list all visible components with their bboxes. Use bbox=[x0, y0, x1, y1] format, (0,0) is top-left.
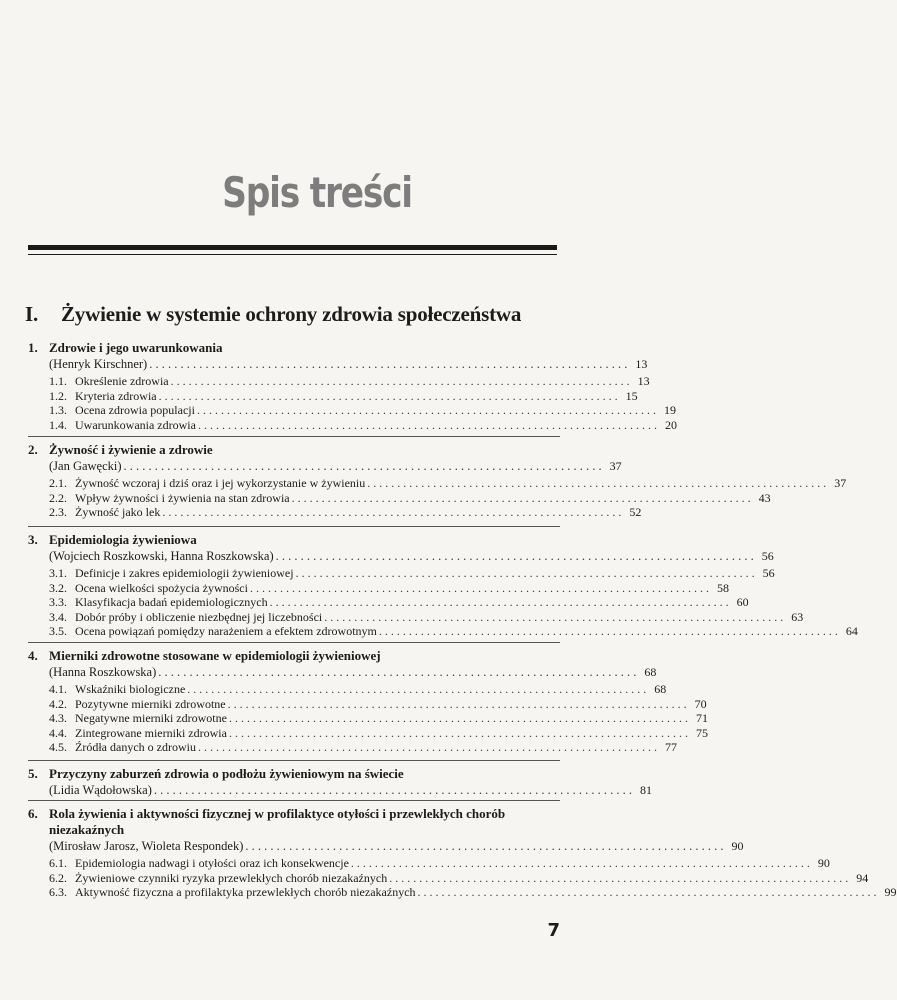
dot-leader bbox=[187, 682, 646, 697]
page-ref: 43 bbox=[758, 490, 771, 505]
dot-leader bbox=[351, 856, 810, 871]
section-entry[interactable] bbox=[28, 609, 804, 625]
section-title: Ocena zdrowia populacji bbox=[75, 403, 195, 418]
section-entry[interactable] bbox=[28, 595, 749, 610]
chapter-author: (Mirosław Jarosz, Wioleta Respondek) bbox=[49, 839, 244, 853]
chapter-author: (Henryk Kirschner) bbox=[49, 357, 148, 371]
page-ref: 63 bbox=[791, 609, 804, 624]
section-number: 6.3. bbox=[49, 885, 67, 900]
section-title: Uwarunkowania zdrowia bbox=[75, 417, 196, 432]
page-ref: 37 bbox=[834, 476, 847, 490]
chapter-author: (Jan Gawęcki) bbox=[49, 459, 122, 473]
section-entry[interactable] bbox=[28, 566, 775, 581]
page-ref: 52 bbox=[629, 505, 642, 520]
page-ref: 56 bbox=[761, 549, 774, 563]
chapter-entry bbox=[28, 800, 897, 900]
chapter-author: (Lidia Wądołowska) bbox=[49, 783, 152, 797]
section-number: 3.3. bbox=[49, 595, 67, 610]
dot-leader bbox=[276, 549, 754, 564]
title-rule-thin bbox=[28, 254, 557, 255]
page-ref: 70 bbox=[694, 696, 707, 711]
page-ref: 75 bbox=[695, 725, 708, 740]
section-entry[interactable] bbox=[28, 580, 729, 596]
section-title: Żywność jako lek bbox=[75, 505, 161, 520]
part-title: Żywienie w systemie ochrony zdrowia społeczeństwa bbox=[61, 302, 522, 326]
chapter-entry bbox=[28, 340, 677, 432]
section-title: Aktywność fizyczna a profilaktyka przewlekłych chorób niezakaźnych bbox=[75, 885, 416, 900]
chapter-heading[interactable] bbox=[28, 340, 560, 356]
dot-leader bbox=[159, 389, 618, 404]
section-number: 3.2. bbox=[49, 580, 67, 595]
chapter-number: 3. bbox=[28, 532, 38, 547]
chapter-entry bbox=[28, 760, 652, 798]
chapter-author-line[interactable] bbox=[28, 665, 657, 680]
page-ref: 90 bbox=[817, 856, 830, 870]
section-number: 1.3. bbox=[49, 403, 67, 418]
page-ref: 58 bbox=[716, 580, 729, 595]
dot-leader bbox=[367, 476, 826, 491]
section-number: 4.4. bbox=[49, 725, 67, 740]
page-ref: 90 bbox=[731, 839, 744, 853]
part-heading bbox=[25, 302, 521, 327]
section-number: 3.1. bbox=[49, 566, 67, 580]
section-title: Ocena powiązań pomiędzy narażeniem a efektem zdrowotnym bbox=[75, 624, 377, 639]
section-entry[interactable] bbox=[28, 490, 771, 506]
section-entry[interactable] bbox=[28, 870, 869, 886]
dot-leader bbox=[171, 374, 630, 389]
dot-leader bbox=[149, 357, 627, 372]
section-number: 1.4. bbox=[49, 417, 67, 432]
section-entry[interactable] bbox=[28, 856, 830, 871]
chapter-number: 1. bbox=[28, 340, 38, 355]
section-title: Wskaźniki biologiczne bbox=[75, 682, 186, 696]
section-title: Negatywne mierniki zdrowotne bbox=[75, 711, 227, 726]
chapter-title: Rola żywienia i aktywności fizycznej w profilaktyce otyłości i przewlekłych chorób niezakaźnych bbox=[49, 806, 506, 837]
section-number: 4.2. bbox=[49, 696, 67, 711]
section-list bbox=[28, 476, 847, 520]
title-rule-thick bbox=[28, 245, 557, 250]
chapter-entry bbox=[28, 642, 708, 755]
chapter-author-line[interactable] bbox=[28, 357, 648, 372]
dot-leader bbox=[324, 610, 783, 625]
page-ref: 77 bbox=[664, 740, 677, 755]
section-number: 4.1. bbox=[49, 682, 67, 696]
section-list bbox=[28, 856, 897, 900]
section-title: Żywność wczoraj i dziś oraz i jej wykorzystanie w żywieniu bbox=[75, 476, 366, 490]
chapter-title: Mierniki zdrowotne stosowane w epidemiologii żywieniowej bbox=[49, 648, 381, 663]
section-entry[interactable] bbox=[28, 740, 677, 755]
chapter-number: 6. bbox=[28, 806, 38, 821]
dot-leader bbox=[250, 581, 709, 596]
dot-leader bbox=[270, 595, 729, 610]
section-number: 2.1. bbox=[49, 476, 67, 490]
section-entry[interactable] bbox=[28, 725, 708, 741]
page-ref: 81 bbox=[640, 783, 652, 797]
section-title: Wpływ żywności i żywienia na stan zdrowia bbox=[75, 490, 290, 505]
chapter-author-line[interactable] bbox=[28, 459, 622, 474]
dot-leader bbox=[154, 783, 632, 798]
section-number: 4.5. bbox=[49, 740, 67, 755]
page-ref: 37 bbox=[609, 459, 622, 473]
page-ref: 60 bbox=[736, 595, 749, 610]
dot-leader bbox=[296, 566, 755, 581]
section-title: Epidemiologia nadwagi i otyłości oraz ich konsekwencje bbox=[75, 856, 349, 870]
chapter-heading[interactable] bbox=[28, 648, 560, 664]
section-number: 6.1. bbox=[49, 856, 67, 870]
dot-leader bbox=[124, 459, 602, 474]
chapter-heading[interactable] bbox=[28, 766, 560, 782]
section-entry[interactable] bbox=[28, 696, 707, 712]
section-number: 6.2. bbox=[49, 870, 67, 885]
chapter-author-line[interactable] bbox=[28, 839, 744, 854]
page-ref: 71 bbox=[695, 711, 708, 726]
section-entry[interactable] bbox=[28, 711, 708, 726]
chapter-heading[interactable] bbox=[28, 442, 560, 458]
chapter-heading[interactable] bbox=[28, 532, 560, 548]
page-number: 7 bbox=[547, 920, 560, 941]
section-list bbox=[28, 374, 677, 432]
page-ref: 68 bbox=[644, 665, 657, 679]
section-number: 3.5. bbox=[49, 624, 67, 639]
section-number: 3.4. bbox=[49, 609, 67, 624]
section-entry[interactable] bbox=[28, 885, 897, 900]
page-ref: 13 bbox=[637, 374, 650, 388]
section-number: 2.3. bbox=[49, 505, 67, 520]
section-title: Zintegrowane mierniki zdrowia bbox=[75, 725, 227, 740]
dot-leader bbox=[198, 740, 657, 755]
section-entry[interactable] bbox=[28, 682, 667, 697]
page-ref: 15 bbox=[625, 388, 638, 403]
section-title: Dobór próby i obliczenie niezbędnej jej liczebności bbox=[75, 609, 323, 624]
section-title: Definicje i zakres epidemiologii żywieniowej bbox=[75, 566, 294, 580]
chapter-author: (Hanna Roszkowska) bbox=[49, 665, 157, 679]
section-title: Źródła danych o zdrowiu bbox=[75, 740, 196, 755]
chapter-author-line[interactable] bbox=[28, 549, 774, 564]
dot-leader bbox=[158, 665, 636, 680]
chapter-entry bbox=[28, 526, 858, 639]
page-ref: 94 bbox=[856, 870, 869, 885]
chapter-heading[interactable] bbox=[28, 806, 560, 838]
section-title: Ocena wielkości spożycia żywności bbox=[75, 580, 248, 595]
section-title: Żywieniowe czynniki ryzyka przewlekłych chorób niezakaźnych bbox=[75, 870, 388, 885]
page-title: Spis treści bbox=[222, 168, 412, 217]
page-ref: 64 bbox=[845, 624, 858, 639]
chapter-title: Zdrowie i jego uwarunkowania bbox=[49, 340, 223, 355]
dot-leader bbox=[389, 871, 848, 886]
dot-leader bbox=[292, 491, 751, 506]
chapter-author-line[interactable] bbox=[28, 783, 652, 798]
section-entry[interactable] bbox=[28, 374, 650, 389]
chapter-entry bbox=[28, 436, 847, 520]
page-ref: 99 bbox=[884, 885, 897, 900]
page-ref: 20 bbox=[664, 417, 677, 432]
section-title: Kryteria zdrowia bbox=[75, 388, 157, 403]
dot-leader bbox=[228, 697, 687, 712]
section-list bbox=[28, 566, 858, 639]
section-entry[interactable] bbox=[28, 403, 676, 418]
dot-leader bbox=[198, 418, 657, 433]
section-title: Określenie zdrowia bbox=[75, 374, 169, 388]
section-title: Klasyfikacja badań epidemiologicznych bbox=[75, 595, 268, 610]
dot-leader bbox=[197, 403, 656, 418]
page-ref: 56 bbox=[762, 566, 775, 580]
part-number: I. bbox=[25, 302, 39, 326]
section-entry[interactable] bbox=[28, 624, 858, 639]
section-entry[interactable] bbox=[28, 505, 642, 520]
section-number: 4.3. bbox=[49, 711, 67, 726]
dot-leader bbox=[418, 885, 877, 900]
section-title: Pozytywne mierniki zdrowotne bbox=[75, 696, 226, 711]
page-ref: 19 bbox=[663, 403, 676, 418]
dot-leader bbox=[379, 624, 838, 639]
section-number: 2.2. bbox=[49, 490, 67, 505]
section-number: 1.1. bbox=[49, 374, 67, 388]
section-entry[interactable] bbox=[28, 417, 677, 433]
section-entry[interactable] bbox=[28, 388, 638, 404]
chapter-title: Żywność i żywienie a zdrowie bbox=[49, 442, 213, 457]
section-list bbox=[28, 682, 708, 755]
section-number: 1.2. bbox=[49, 388, 67, 403]
dot-leader bbox=[229, 726, 688, 741]
chapter-title: Epidemiologia żywieniowa bbox=[49, 532, 197, 547]
chapter-author: (Wojciech Roszkowski, Hanna Roszkowska) bbox=[49, 549, 274, 563]
page-ref: 68 bbox=[654, 682, 667, 696]
chapter-number: 2. bbox=[28, 442, 38, 457]
dot-leader bbox=[162, 505, 621, 520]
page-ref: 13 bbox=[635, 357, 648, 371]
dot-leader bbox=[245, 839, 723, 854]
chapter-number: 4. bbox=[28, 648, 38, 663]
chapter-number: 5. bbox=[28, 766, 38, 781]
section-entry[interactable] bbox=[28, 476, 847, 491]
chapter-title: Przyczyny zaburzeń zdrowia o podłożu żywieniowym na świecie bbox=[49, 766, 404, 781]
dot-leader bbox=[229, 711, 688, 726]
